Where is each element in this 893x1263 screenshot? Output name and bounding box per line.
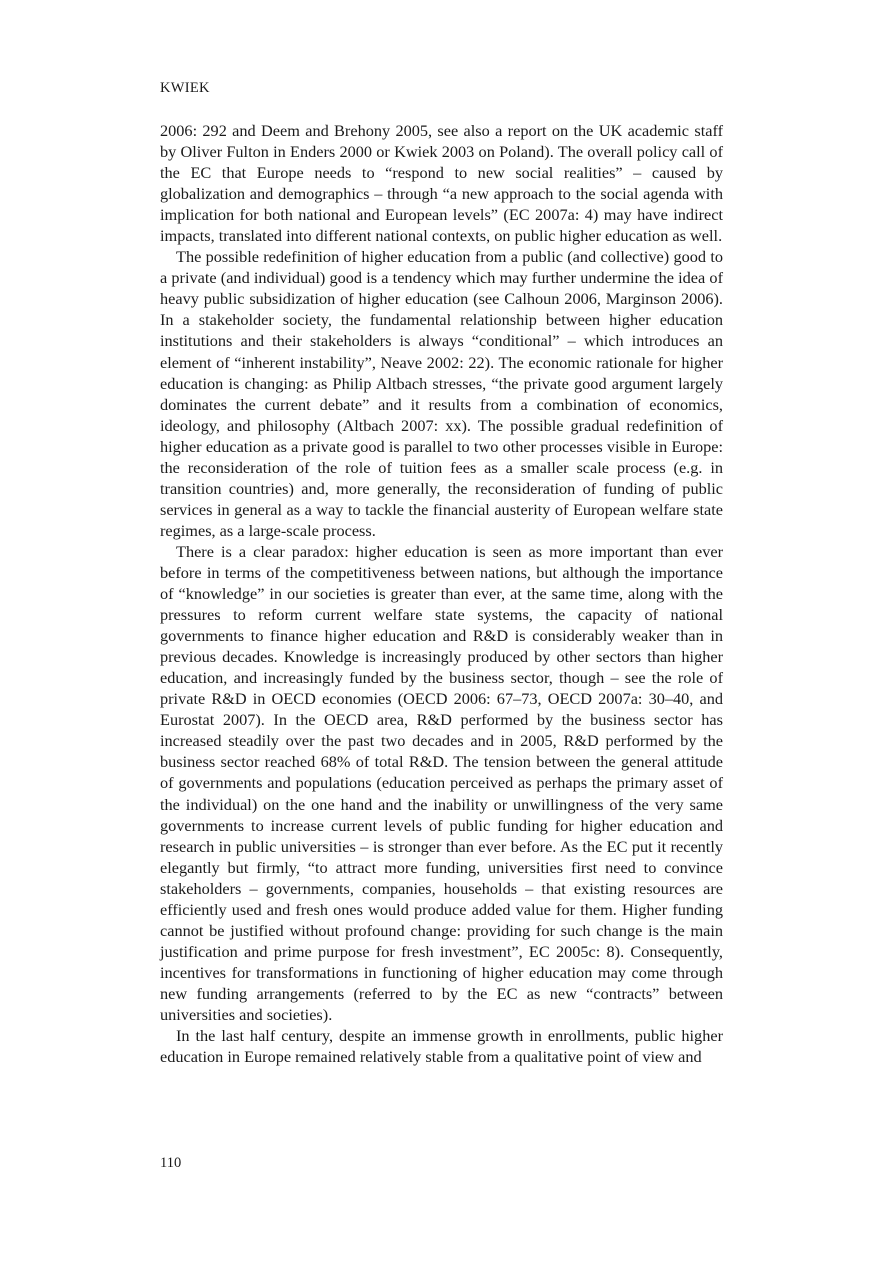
paragraph: 2006: 292 and Deem and Brehony 2005, see also a report on the UK academic staff by Oliver Fulton in Enders 2000 or Kwiek 2003 on Poland). The overall policy call of the EC that Europe needs to “respond to new social realities” – caused by globalization and demographics – through “a new approach to the social agenda with implication for both national and European levels” (EC 2007a: 4) may have indirect impacts, translated into different national contexts, on public higher education as well. xyxy=(160,121,723,246)
paragraph: The possible redefinition of higher education from a public (and collective) good to a private (and individual) good is a tendency which may further undermine the idea of heavy public subsidization of higher education (see Calhoun 2006, Marginson 2006). In a stakeholder society, the fundamental relationship between higher education institutions and their stakeholders is always “conditional” – which introduces an element of “inherent instability”, Neave 2002: 22). The economic rationale for higher education is changing: as Philip Altbach stresses, “the private good argument largely dominates the current debate” and it results from a combination of economics, ideology, and philosophy (Altbach 2007: xx). The possible gradual redefinition of higher education as a private good is parallel to two other processes visible in Europe: the reconsideration of the role of tuition fees as a smaller scale process (e.g. in transition countries) and, more generally, the reconsideration of funding of public services in general as a way to tackle the financial austerity of European welfare state regimes, as a large-scale process. xyxy=(160,247,723,540)
paragraph: There is a clear paradox: higher education is seen as more important than ever before in terms of the competitiveness between nations, but although the importance of “knowledge” in our societies is greater than ever, at the same time, along with the pressures to reform current welfare state systems, the capacity of national governments to finance higher education and R&D is considerably weaker than in previous decades. Knowledge is increasingly produced by other sectors than higher education, and increasingly funded by the business sector, though – see the role of private R&D in OECD economies (OECD 2006: 67–73, OECD 2007a: 30–40, and Eurostat 2007). In the OECD area, R&D performed by the business sector has increased steadily over the past two decades and in 2005, R&D performed by the business sector reached 68% of total R&D. The tension between the general attitude of governments and populations (education perceived as perhaps the primary asset of the individual) on the one hand and the inability or unwillingness of the very same governments to increase current levels of public funding for higher education and research in public universities – is stronger than ever before. As the EC put it recently elegantly but firmly, “to attract more funding, universities first need to convince stakeholders – governments, companies, households – that existing resources are efficiently used and fresh ones would produce added value for them. Higher funding cannot be justified without profound change: providing for such change is the main justification and prime purpose for fresh investment”, EC 2005c: 8). Consequently, incentives for transformations in functioning of higher education may come through new funding arrangements (referred to by the EC as new “contracts” between universities and societies). xyxy=(160,541,723,1024)
body-text xyxy=(160,120,723,1067)
paragraph: In the last half century, despite an immense growth in enrollments, public higher education in Europe remained relatively stable from a qualitative point of view and xyxy=(160,1026,723,1067)
running-header: KWIEK xyxy=(160,80,210,96)
page-number: 110 xyxy=(160,1155,182,1171)
